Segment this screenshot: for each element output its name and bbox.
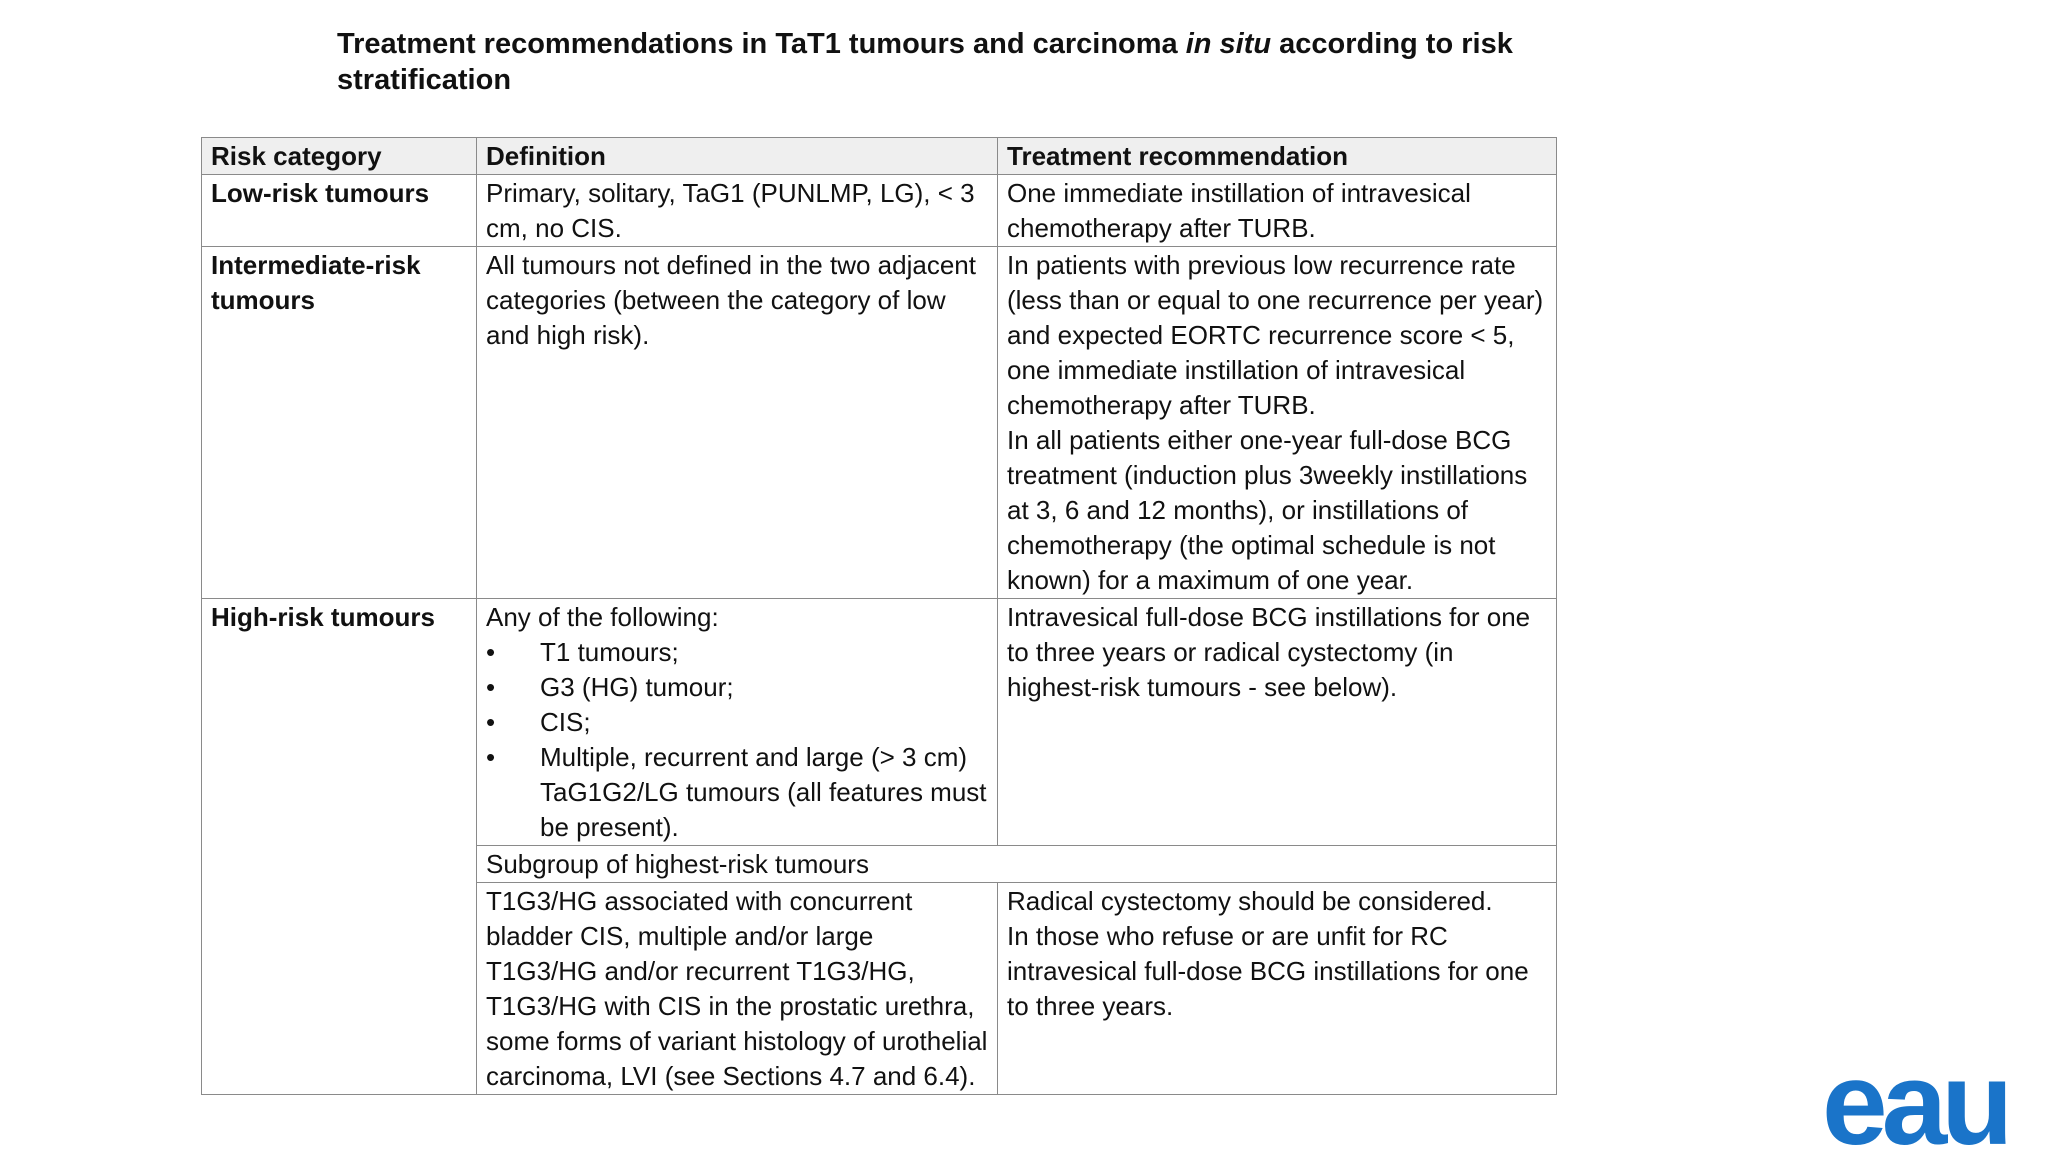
eau-logo-text: eau	[1822, 1058, 2008, 1152]
table-row-low-risk	[202, 175, 1557, 247]
low-risk-recommendation: One immediate instillation of intravesical chemotherapy after TURB.	[998, 175, 1557, 247]
table-header-row	[202, 138, 1557, 175]
header-treatment-recommendation: Treatment recommendation	[998, 138, 1557, 175]
intermediate-recommendation-paragraph-2: In all patients either one-year full-dose BCG treatment (induction plus 3weekly instillations at 3, 6 and 12 months), or instillations of chemotherapy (the optimal schedule is not known) for a maximum of one year.	[1007, 425, 1528, 595]
intermediate-risk-recommendation	[998, 247, 1557, 599]
high-risk-criteria-list	[486, 635, 988, 845]
list-item: • T1 tumours;	[486, 635, 988, 670]
highest-risk-recommendation	[998, 883, 1557, 1095]
highest-risk-subgroup-label: Subgroup of highest-risk tumours	[477, 846, 1557, 883]
highest-recommendation-paragraph-1: Radical cystectomy should be considered.	[1007, 886, 1493, 916]
recommendations-table	[201, 137, 1557, 1095]
high-risk-definition-intro: Any of the following:	[486, 602, 719, 632]
list-item: • G3 (HG) tumour;	[486, 670, 988, 705]
low-risk-definition: Primary, solitary, TaG1 (PUNLMP, LG), < 3 cm, no CIS.	[477, 175, 998, 247]
intermediate-risk-definition: All tumours not defined in the two adjacent categories (between the category of low and high risk).	[477, 247, 998, 599]
page-title	[337, 26, 1537, 98]
eau-logo-icon	[1820, 1058, 2048, 1152]
highest-recommendation-paragraph-2: In those who refuse or are unfit for RC intravesical full-dose BCG instillations for one to three years.	[1007, 921, 1529, 1021]
high-risk-definition	[477, 599, 998, 846]
title-part-2: according to risk stratification	[337, 28, 1513, 96]
header-definition: Definition	[477, 138, 998, 175]
intermediate-recommendation-paragraph-1: In patients with previous low recurrence rate (less than or equal to one recurrence per year) and expected EORTC recurrence score < 5, one immediate instillation of intravesical chemotherapy after TURB.	[1007, 250, 1544, 420]
intermediate-risk-category: Intermediate-risk tumours	[202, 247, 477, 599]
high-risk-recommendation: Intravesical full-dose BCG instillations for one to three years or radical cystectomy (in highest-risk tumours - see below).	[998, 599, 1557, 846]
list-item: • CIS;	[486, 705, 988, 740]
table-row-intermediate-risk	[202, 247, 1557, 599]
list-item: • Multiple, recurrent and large (> 3 cm) TaG1G2/LG tumours (all features must be present).	[486, 740, 988, 845]
header-risk-category: Risk category	[202, 138, 477, 175]
high-risk-category: High-risk tumours	[202, 599, 477, 1095]
highest-risk-definition: T1G3/HG associated with concurrent bladder CIS, multiple and/or large T1G3/HG and/or recurrent T1G3/HG, T1G3/HG with CIS in the prostatic urethra, some forms of variant histology of urothelial carcinoma, LVI (see Sections 4.7 and 6.4).	[477, 883, 998, 1095]
title-part-1: Treatment recommendations in TaT1 tumours and carcinoma	[337, 28, 1186, 60]
low-risk-category: Low-risk tumours	[202, 175, 477, 247]
title-italic: in situ	[1185, 28, 1272, 60]
table-row-high-risk	[202, 599, 1557, 846]
